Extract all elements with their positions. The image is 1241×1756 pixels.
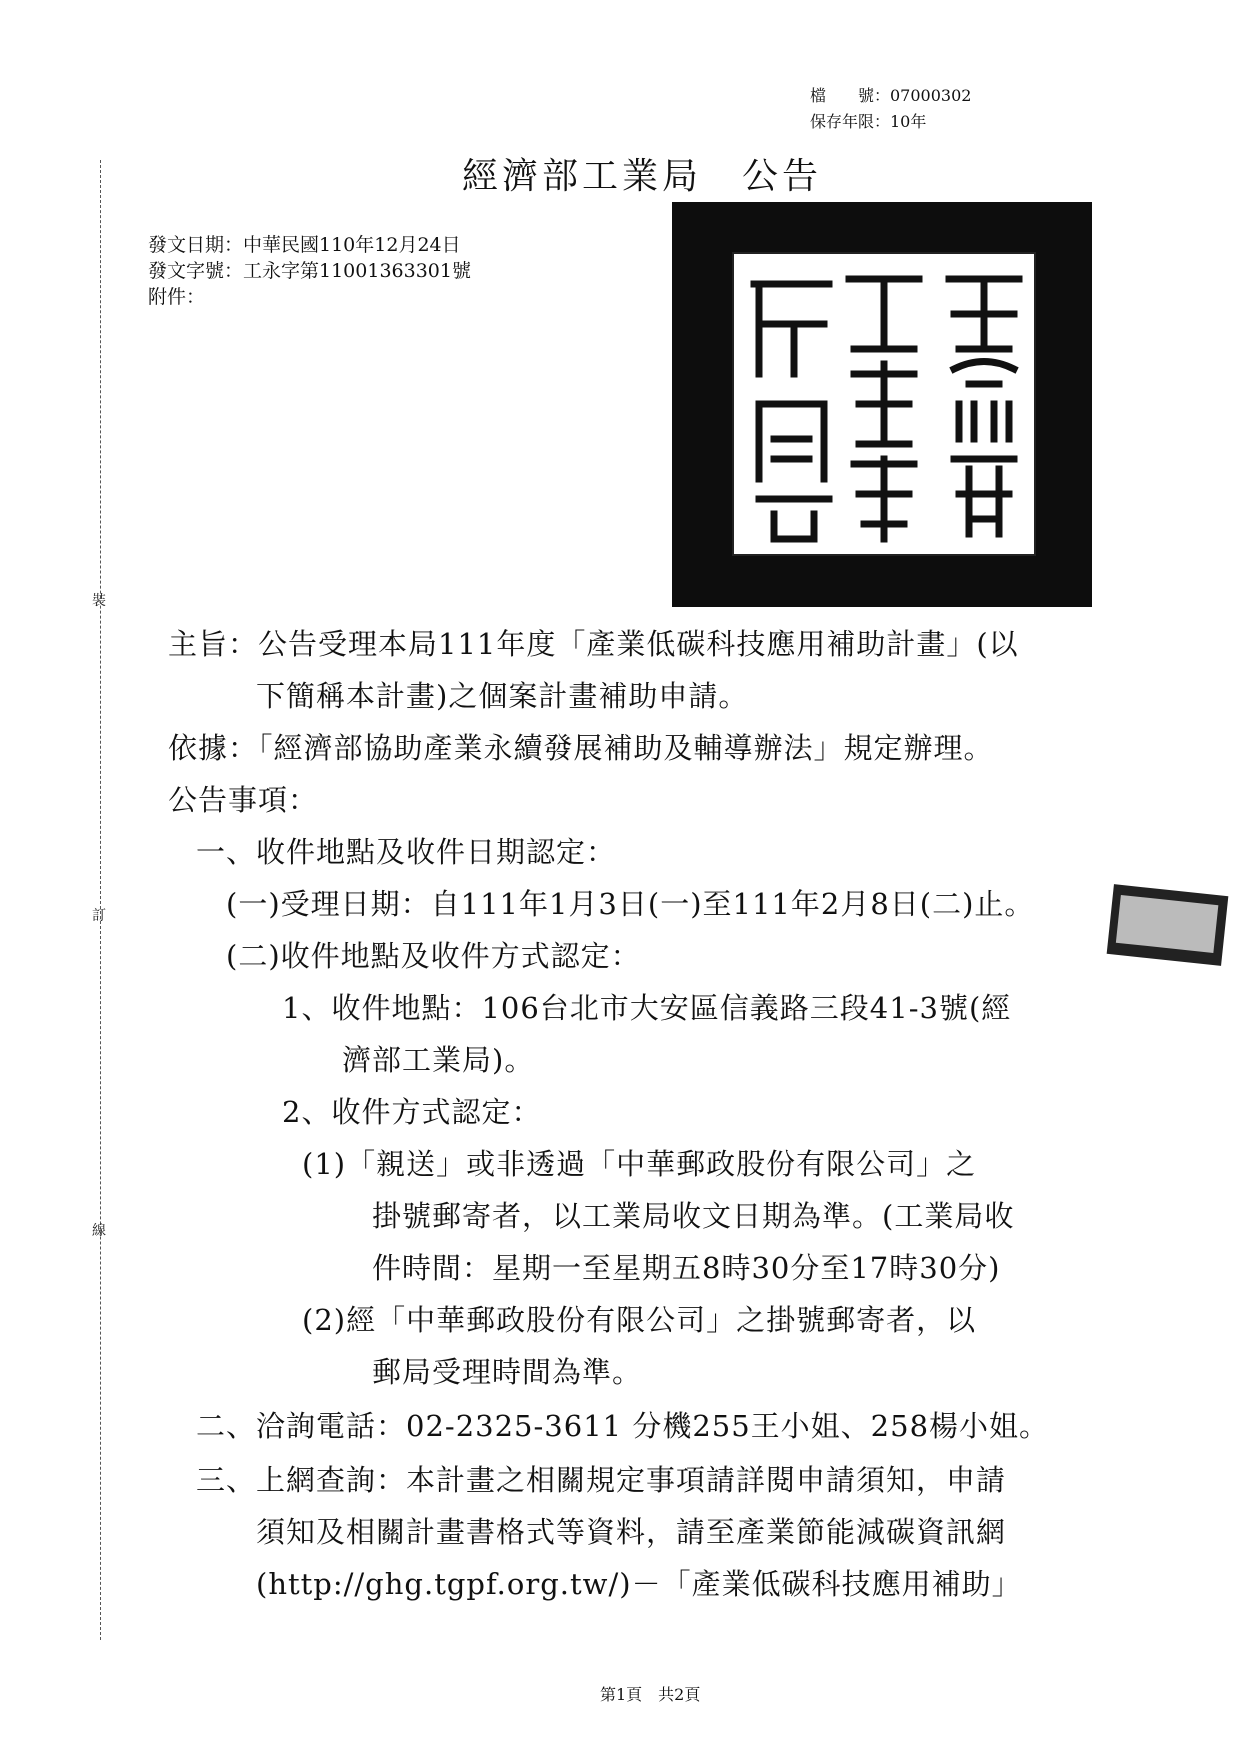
item-1-2-2: 2、收件方式認定： xyxy=(282,1095,542,1129)
issue-date: 發文日期：中華民國110年12月24日 xyxy=(148,234,461,256)
attachment-label: 附件： xyxy=(148,286,206,308)
binding-line xyxy=(100,160,101,1640)
item-1-2-1-line-2: 濟部工業局)。 xyxy=(342,1043,535,1077)
item-1: 一、收件地點及收件日期認定： xyxy=(196,835,617,869)
item-1-2-2b-line-2: 郵局受理時間為準。 xyxy=(372,1355,643,1389)
item-1-2-1-line-1: 1、收件地點：106台北市大安區信義路三段41-3號(經 xyxy=(282,991,1012,1025)
binding-mark-bottom: 線 xyxy=(92,1223,106,1239)
retention-period: 保存年限：10年 xyxy=(810,112,927,131)
item-1-2-2b-line-1: (2)經「中華郵政股份有限公司」之掛號郵寄者，以 xyxy=(302,1303,977,1337)
page-number: 第1頁 共2頁 xyxy=(600,1685,701,1704)
seal-glyphs xyxy=(734,254,1034,554)
item-1-2: (二)收件地點及收件方式認定： xyxy=(226,939,641,973)
binding-mark-middle: 訂 xyxy=(92,908,106,924)
receipt-stamp-icon xyxy=(1107,884,1229,966)
basis-line: 依據：「經濟部協助產業永續發展補助及輔導辦法」規定辦理。 xyxy=(168,731,994,765)
binding-mark-top: 裝 xyxy=(92,593,106,609)
item-1-2-2a-line-3: 件時間：星期一至星期五8時30分至17時30分) xyxy=(372,1251,1001,1285)
official-seal-icon xyxy=(672,202,1092,607)
items-heading: 公告事項： xyxy=(168,783,319,817)
item-1-1: (一)受理日期：自111年1月3日(一)至111年2月8日(二)止。 xyxy=(226,887,1035,921)
file-number: 檔 號：07000302 xyxy=(810,86,972,105)
item-1-2-2a-line-2: 掛號郵寄者，以工業局收文日期為準。(工業局收 xyxy=(372,1199,1015,1233)
item-3-line-3: (http://ghg.tgpf.org.tw/)－「產業低碳科技應用補助」 xyxy=(256,1567,1022,1601)
item-3-line-2: 須知及相關計畫書格式等資料，請至產業節能減碳資訊網 xyxy=(256,1515,1007,1549)
subject-line-1: 主旨：公告受理本局111年度「產業低碳科技應用補助計畫」(以 xyxy=(168,627,1019,661)
item-1-2-2a-line-1: (1)「親送」或非透過「中華郵政股份有限公司」之 xyxy=(302,1147,977,1181)
document-number: 發文字號：工永字第11001363301號 xyxy=(148,260,471,282)
item-2: 二、洽詢電話：02-2325-3611 分機255王小姐、258楊小姐。 xyxy=(196,1409,1050,1443)
page-title: 經濟部工業局 公告 xyxy=(462,156,823,197)
item-3-line-1: 三、上網查詢：本計畫之相關規定事項請詳閱申請須知，申請 xyxy=(196,1463,1007,1497)
subject-line-2: 下簡稱本計畫)之個案計畫補助申請。 xyxy=(256,679,749,713)
